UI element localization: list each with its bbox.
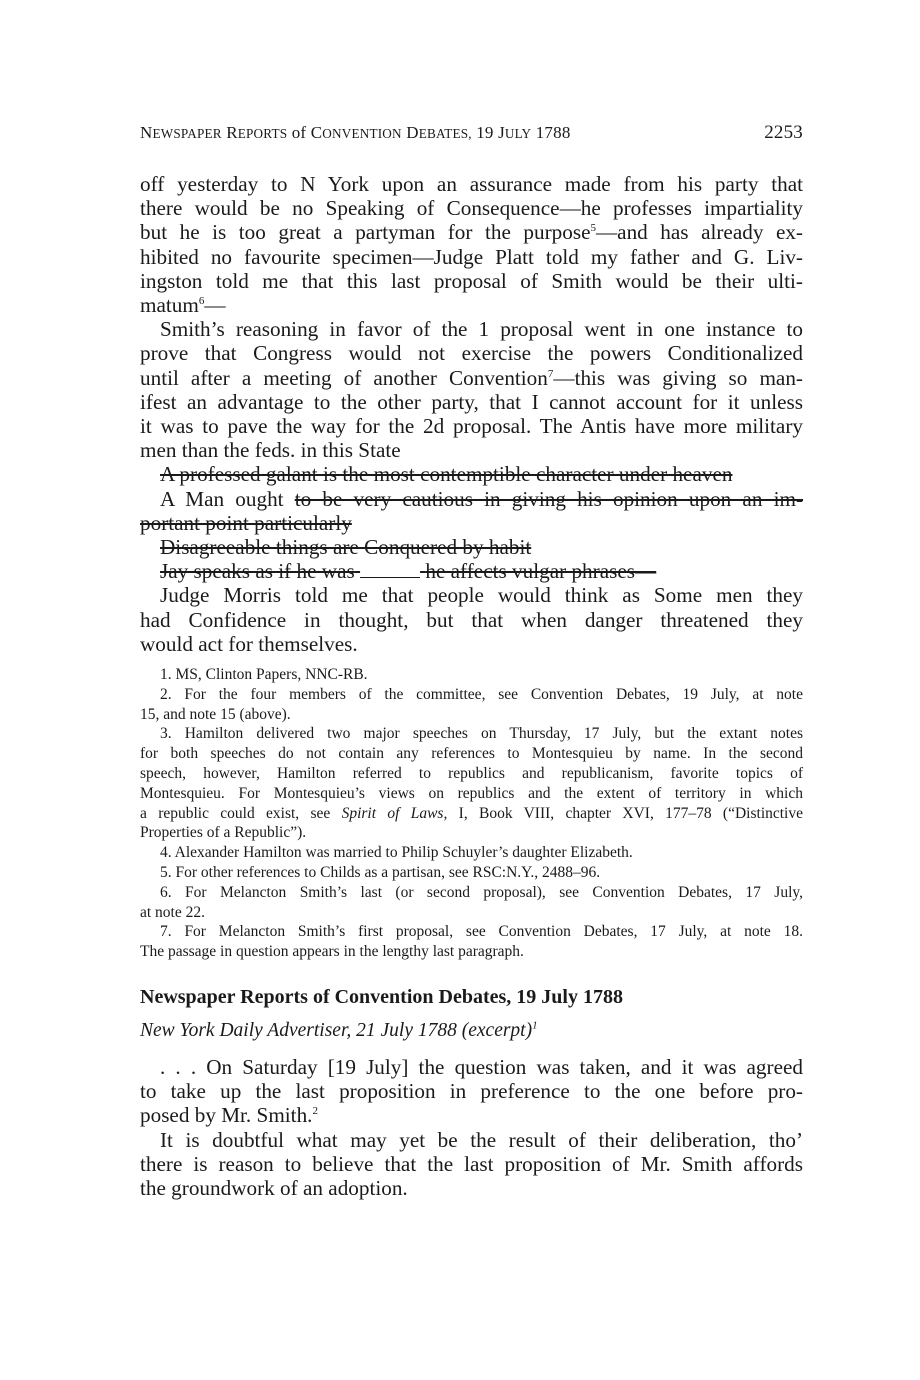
text-line: prove that Congress would not exercise the powers Conditionalized	[140, 341, 803, 366]
footnote-ref: 7	[547, 367, 554, 380]
footnote: for both speeches do not contain any references to Montesquieu by name. In the second	[140, 745, 803, 763]
struck-line: A professed galant is the most contemptible character under heaven	[160, 462, 733, 487]
text-line: matum$^6$—	[140, 293, 226, 318]
footnotes	[140, 665, 803, 962]
footnote: 15, and note 15 (above).	[140, 705, 291, 723]
section-heading: Newspaper Reports of Convention Debates, 19 July 1788	[140, 986, 623, 1008]
text-line: Judge Morris told me that people would think as Some men they	[160, 583, 803, 608]
running-title: NEWSPAPER REPORTS of CONVENTION DEBATES, 19 JULY 1788	[140, 123, 571, 142]
footnote: Montesquieu. For Montesquieu’s views on republics and the extent of territory in which	[140, 784, 803, 802]
text-line: it was to pave the way for the 2d proposal. The Antis have more military	[140, 414, 803, 439]
footnote: 5. For other references to Childs as a partisan, see RSC:N.Y., 2488–96.	[160, 863, 601, 881]
footnote: 4. Alexander Hamilton was married to Philip Schuyler’s daughter Elizabeth.	[160, 844, 633, 862]
text-line: until after a meeting of another Convention$^7$—this was giving so man-	[140, 365, 803, 390]
letter-body	[140, 172, 803, 656]
footnote: 3. Hamilton delivered two major speeches on Thursday, 17 July, but the extant notes	[160, 725, 803, 743]
footnote: at note 22.	[140, 903, 205, 921]
footnote: 2. For the four members of the committee, see Convention Debates, 19 July, at note	[160, 685, 803, 703]
source-citation: New York Daily Advertiser, 21 July 1788 (excerpt)$^1$	[140, 1019, 538, 1041]
page-number: 2253	[764, 122, 803, 143]
newspaper-excerpt	[140, 1055, 803, 1200]
text-line: off yesterday to N York upon an assurance made from his party that	[140, 172, 803, 196]
text-line: had Confidence in thought, but that when danger threatened they	[140, 607, 803, 632]
text-line: A Man ought to be very cautious in giving his opinion upon an im-	[160, 486, 804, 511]
text-line: men than the feds. in this State	[140, 438, 401, 463]
text-line: . . . On Saturday [19 July] the question was taken, and it was agreed	[160, 1055, 803, 1079]
text-line: posed by Mr. Smith.$^2$	[140, 1103, 318, 1128]
text-line: hibited no favourite specimen—Judge Platt told my father and G. Liv-	[140, 244, 803, 269]
footnote-ref: 5	[590, 222, 596, 235]
struck-text: to be very cautious in giving his opinion upon an im-	[294, 486, 804, 511]
text-line: It is doubtful what may yet be the result of their deliberation, tho’	[160, 1127, 803, 1152]
footnote: 7. For Melancton Smith’s first proposal, see Convention Debates, 17 July, at note 18.	[160, 923, 803, 941]
footnote: The passage in question appears in the lengthy last paragraph.	[140, 943, 524, 961]
text-line: would act for themselves.	[140, 631, 358, 656]
text-line: ifest an advantage to the other party, that I cannot account for it unless	[140, 389, 803, 414]
footnote: a republic could exist, see Spirit of Laws, I, Book VIII, chapter XVI, 177–78 (“Distinctive	[140, 804, 803, 822]
footnote-ref: 6	[198, 294, 205, 307]
text-line: there would be no Speaking of Consequence—he professes impartiality	[140, 196, 803, 221]
text-line: but he is too great a partyman for the purpose$^5$—and has already ex-	[140, 220, 803, 245]
text-line: to take up the last proposition in preference to the one before pro-	[140, 1079, 803, 1104]
footnote: speech, however, Hamilton referred to republics and republicanism, favorite topics of	[140, 764, 803, 782]
struck-line: portant point particularly	[140, 510, 352, 535]
struck-line: Disagreeable things are Conquered by habit	[160, 535, 532, 560]
text-line: Smith’s reasoning in favor of the 1 proposal went in one instance to	[160, 317, 803, 342]
footnote: Properties of a Republic”).	[140, 824, 307, 842]
text-line: ingston told me that this last proposal of Smith would be their ulti-	[140, 268, 803, 293]
running-head	[140, 123, 803, 147]
footnote: 6. For Melancton Smith’s last (or second proposal), see Convention Debates, 17 July,	[160, 883, 803, 901]
text-line: there is reason to believe that the last proposition of Mr. Smith affords	[140, 1151, 803, 1176]
text-line: the groundwork of an adoption.	[140, 1176, 408, 1201]
struck-line: Jay speaks as if he was he affects vulgar phrases—	[160, 559, 657, 584]
blank-space	[360, 563, 420, 578]
footnote-ref: 1	[532, 1019, 538, 1032]
footnote: 1. MS, Clinton Papers, NNC-RB.	[160, 666, 368, 683]
footnote-ref: 2	[312, 1105, 318, 1118]
